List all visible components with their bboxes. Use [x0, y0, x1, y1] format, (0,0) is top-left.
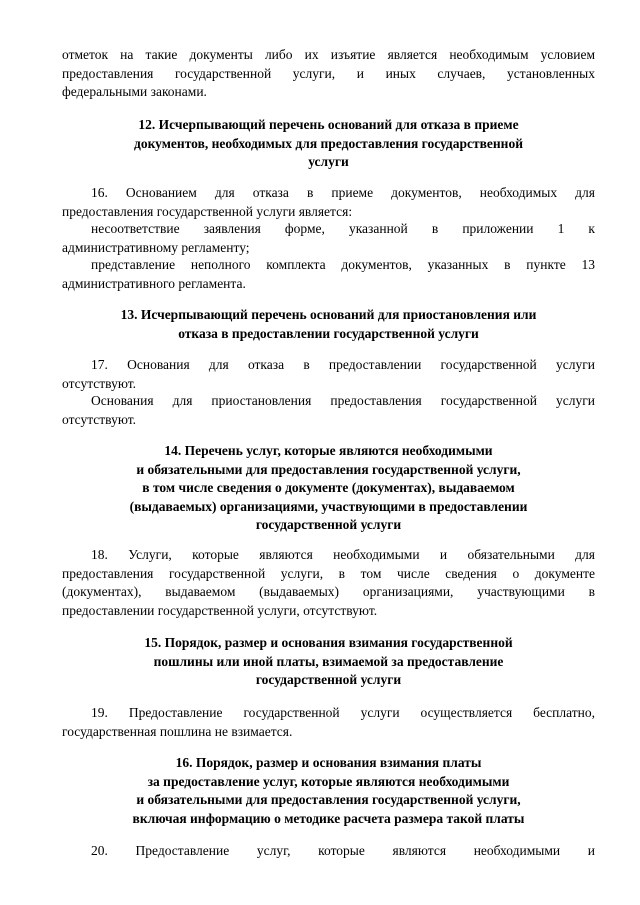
- text-line: административного регламента.: [62, 275, 246, 291]
- heading-line: отказа в предоставлении государственной услуги: [178, 325, 479, 341]
- text-line: отсутствуют.: [62, 411, 136, 427]
- paragraph-16: [62, 184, 595, 221]
- text-line: отметок на такие документы либо их изъятие является необходимым условием: [62, 47, 595, 62]
- paragraph-16-item-1: [62, 220, 595, 257]
- heading-line: государственной услуги: [255, 517, 402, 532]
- paragraph-17: [62, 356, 595, 393]
- text-line: государственная пошлина не взимается.: [62, 723, 293, 739]
- heading-line: (выдаваемых) организациями, участвующими в предоставлении: [129, 498, 528, 514]
- text-line: представление неполного комплекта документов, указанных в пункте 13: [91, 257, 595, 272]
- heading-line: документов, необходимых для предоставления государственной: [134, 135, 523, 151]
- paragraph-20: [62, 842, 595, 861]
- section-12-heading: [62, 116, 595, 172]
- heading-line: 15. Порядок, размер и основания взимания государственной: [144, 635, 513, 650]
- text-line: административному регламенту;: [62, 239, 250, 255]
- heading-line: пошлины или иной платы, взимаемой за предоставление: [153, 653, 504, 669]
- heading-line: 12. Исчерпывающий перечень оснований для отказа в приеме: [138, 117, 519, 132]
- heading-line: 14. Перечень услуг, которые являются необходимыми: [164, 443, 493, 458]
- heading-line: государственной услуги: [255, 672, 402, 687]
- paragraph-19: [62, 704, 595, 741]
- text-line: 17. Основания для отказа в предоставлении государственной услуги: [91, 357, 595, 372]
- text-line: отсутствуют.: [62, 375, 136, 391]
- text-line: предоставления государственной услуги, и иных случаев, установленных: [62, 65, 595, 81]
- text-line: несоответствие заявления форме, указанной в приложении 1 к: [91, 221, 595, 236]
- text-line: Основания для приостановления предоставления государственной услуги: [91, 393, 595, 408]
- heading-line: услуги: [308, 154, 349, 169]
- section-14-heading: [62, 442, 595, 535]
- text-line: федеральными законами.: [62, 84, 207, 99]
- text-line: 16. Основанием для отказа в приеме документов, необходимых для: [91, 185, 595, 200]
- heading-line: включая информацию о методике расчета размера такой платы: [132, 810, 525, 826]
- text-line: предоставлении государственной услуги, отсутствуют.: [62, 602, 378, 618]
- heading-line: в том числе сведения о документе (документах), выдаваемом: [142, 480, 515, 495]
- text-line: предоставления государственной услуги является:: [62, 203, 353, 219]
- heading-line: и обязательными для предоставления государственной услуги,: [136, 461, 521, 477]
- text-line: 19. Предоставление государственной услуги осуществляется бесплатно,: [91, 705, 595, 720]
- section-13-heading: [62, 306, 595, 343]
- heading-line: и обязательными для предоставления государственной услуги,: [136, 792, 521, 807]
- paragraph-17-continued: [62, 392, 595, 429]
- heading-line: 13. Исчерпывающий перечень оснований для приостановления или: [120, 307, 537, 322]
- text-line: 18. Услуги, которые являются необходимыми и обязательными для: [91, 547, 595, 562]
- text-line: (документах), выдаваемом (выдаваемых) организациями, участвующими в: [62, 584, 595, 599]
- heading-line: 16. Порядок, размер и основания взимания платы: [175, 755, 482, 770]
- section-15-heading: [62, 634, 595, 690]
- paragraph-18: [62, 546, 595, 620]
- paragraph-16-item-2: [62, 256, 595, 293]
- paragraph-continuation: [62, 46, 595, 102]
- text-line: 20. Предоставление услуг, которые являются необходимыми и: [91, 843, 595, 858]
- heading-line: за предоставление услуг, которые являются необходимыми: [147, 773, 510, 789]
- text-line: предоставления государственной услуги, в том числе сведения о документе: [62, 565, 595, 581]
- section-16-heading: [62, 754, 595, 828]
